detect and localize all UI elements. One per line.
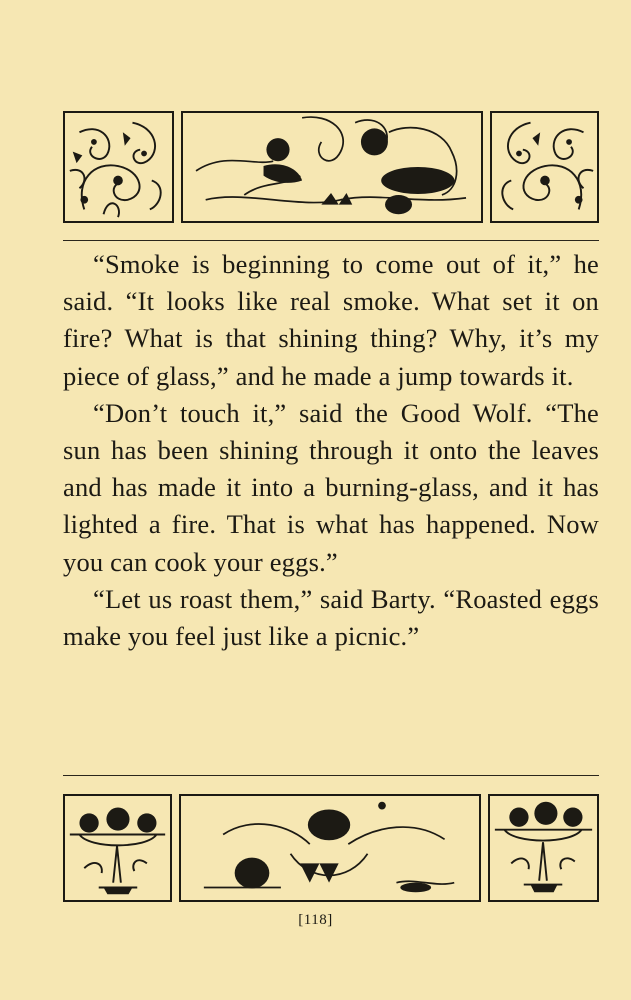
boy-and-wolf-illustration — [183, 113, 481, 221]
acanthus-ornament-icon — [492, 113, 597, 221]
paragraph-3: “Let us roast them,” said Barty. “Roasted eggs make you feel just like a picnic.” — [63, 583, 599, 652]
header-illustration-band — [63, 111, 599, 223]
acanthus-ornament-icon — [65, 113, 172, 221]
top-divider-rule — [63, 240, 599, 241]
wolf-serving-tea-panel — [179, 794, 481, 902]
left-fruit-bowl-panel — [63, 794, 172, 902]
wolf-tea-illustration — [181, 796, 479, 900]
right-fruit-bowl-panel — [488, 794, 599, 902]
left-acanthus-ornament-panel — [63, 111, 174, 223]
footer-illustration-band — [63, 794, 599, 902]
fruit-bowl-icon — [65, 796, 170, 900]
page-number: [118] — [298, 912, 333, 928]
right-acanthus-ornament-panel — [490, 111, 599, 223]
bottom-divider-rule — [63, 775, 599, 776]
paragraph-1: “Smoke is beginning to come out of it,” he said. “It looks like real smoke. What set it on fire? What is that shining thing? Why, it’s my piece of glass,” and he made a jump towards it. — [63, 249, 599, 391]
boy-and-wolf-at-fire-panel — [181, 111, 483, 223]
paragraph-2: “Don’t touch it,” said the Good Wolf. “The sun has been shining through it onto the leaves and has made it into a burning-glass, and it has lighted a fire. That is what has happened. Now you can cook your eggs.” — [63, 397, 599, 577]
fruit-bowl-icon — [490, 796, 597, 900]
story-text — [63, 246, 599, 655]
